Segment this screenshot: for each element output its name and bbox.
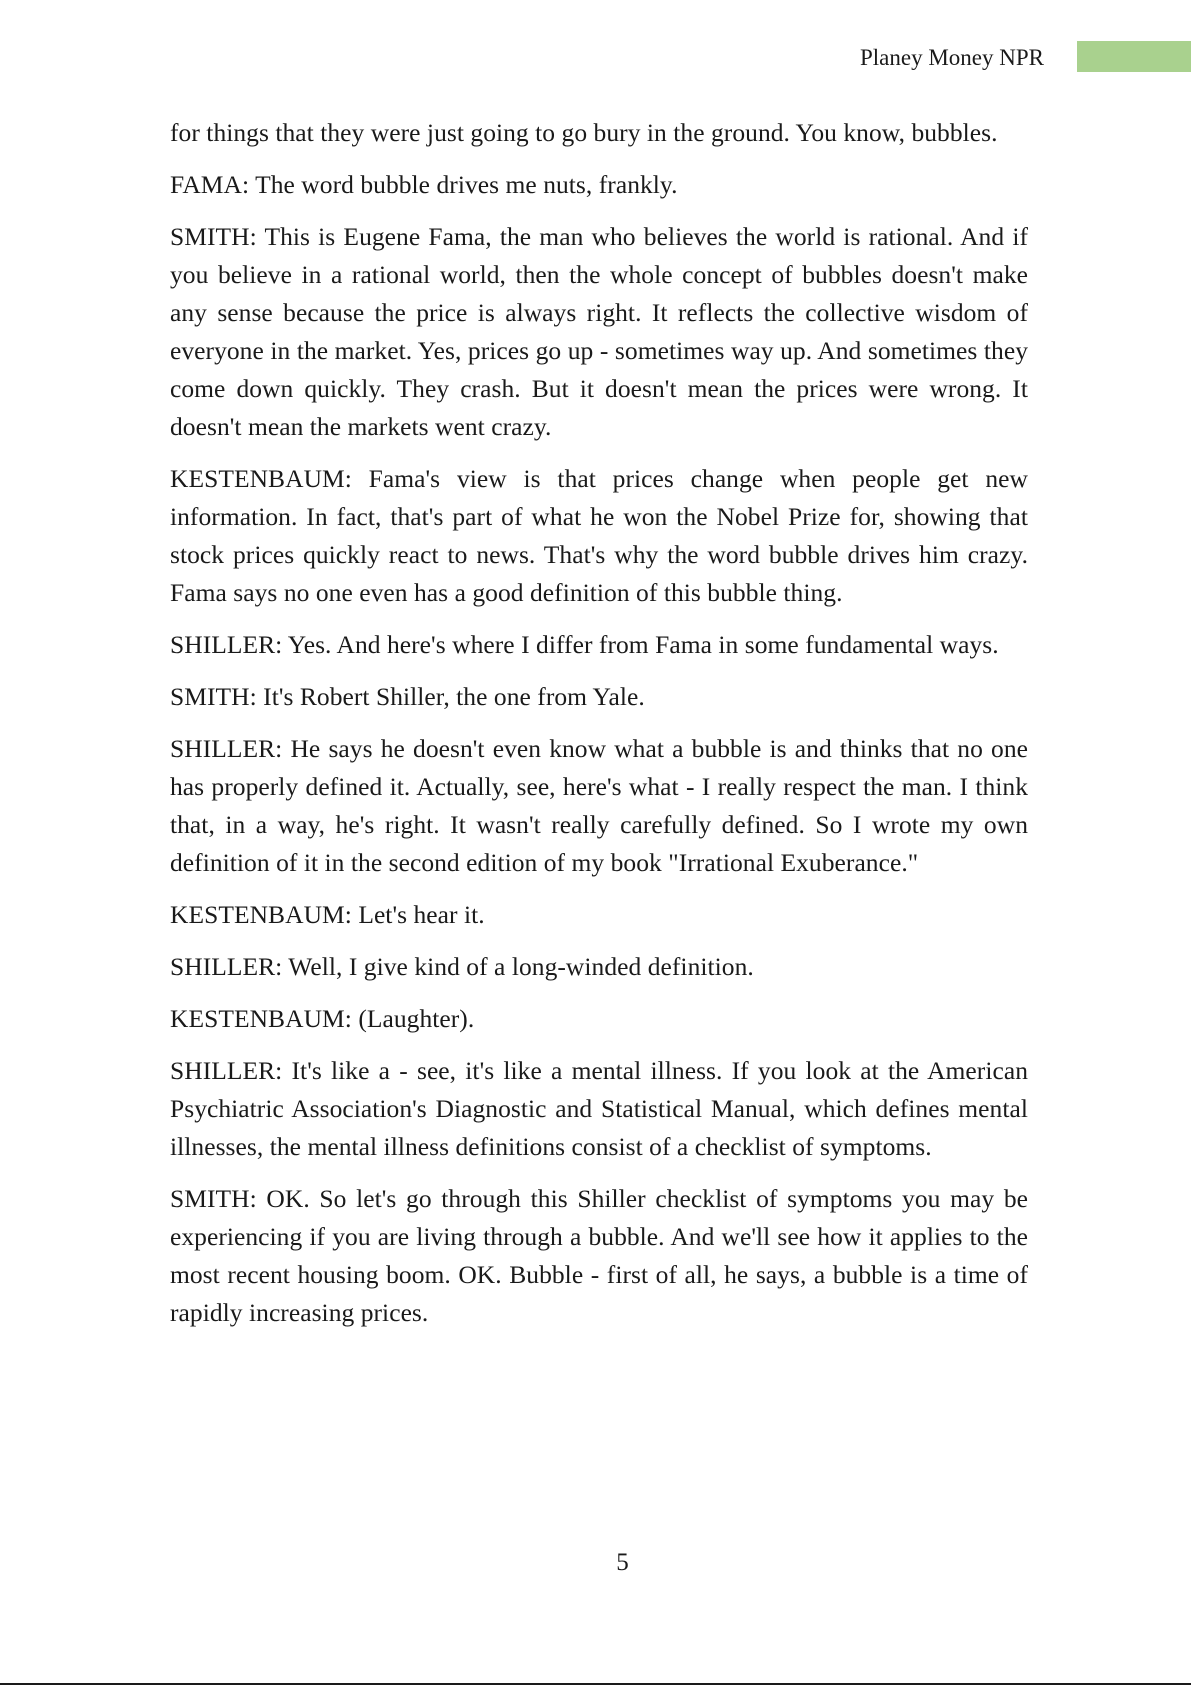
header-accent-bar <box>1077 41 1191 72</box>
running-header: Planey Money NPR <box>860 45 1044 70</box>
paragraph: SMITH: It's Robert Shiller, the one from Yale. <box>170 682 645 711</box>
paragraph: SHILLER: It's like a - see, it's like a mental illness. If you look at the American Psychiatric Association's Diagnostic and Statistical Manual, which defines mental illnesses, the mental illness definitions consist of a checklist of symptoms. <box>170 1056 1028 1161</box>
paragraph: SMITH: OK. So let's go through this Shiller checklist of symptoms you may be experiencing if you are living through a bubble. And we'll see how it applies to the most recent housing boom. OK. Bubble - first of all, he says, a bubble is a time of rapidly increasing prices. <box>170 1184 1028 1327</box>
paragraph: FAMA: The word bubble drives me nuts, frankly. <box>170 170 678 199</box>
paragraph: KESTENBAUM: (Laughter). <box>170 1004 475 1033</box>
paragraph: SHILLER: He says he doesn't even know what a bubble is and thinks that no one has properly defined it. Actually, see, here's what - I really respect the man. I think that, in a way, he's right. It wasn't really carefully defined. So I wrote my own definition of it in the second edition of my book "Irrational Exuberance." <box>170 734 1028 877</box>
paragraph: KESTENBAUM: Fama's view is that prices change when people get new information. In fact, that's part of what he won the Nobel Prize for, showing that stock prices quickly react to news. That's why the word bubble drives him crazy. Fama says no one even has a good definition of this bubble thing. <box>170 464 1028 607</box>
paragraph: SHILLER: Yes. And here's where I differ from Fama in some fundamental ways. <box>170 630 999 659</box>
paragraph: SMITH: This is Eugene Fama, the man who believes the world is rational. And if you believe in a rational world, then the whole concept of bubbles doesn't make any sense because the price is always right. It reflects the collective wisdom of everyone in the market. Yes, prices go up - sometimes way up. And sometimes they come down quickly. They crash. But it doesn't mean the prices were wrong. It doesn't mean the markets went crazy. <box>170 222 1028 441</box>
transcript-body <box>170 114 1028 1346</box>
page-number: 5 <box>616 1549 629 1576</box>
paragraph: KESTENBAUM: Let's hear it. <box>170 900 485 929</box>
paragraph: for things that they were just going to go bury in the ground. You know, bubbles. <box>170 118 998 147</box>
paragraph: SHILLER: Well, I give kind of a long-winded definition. <box>170 952 754 981</box>
